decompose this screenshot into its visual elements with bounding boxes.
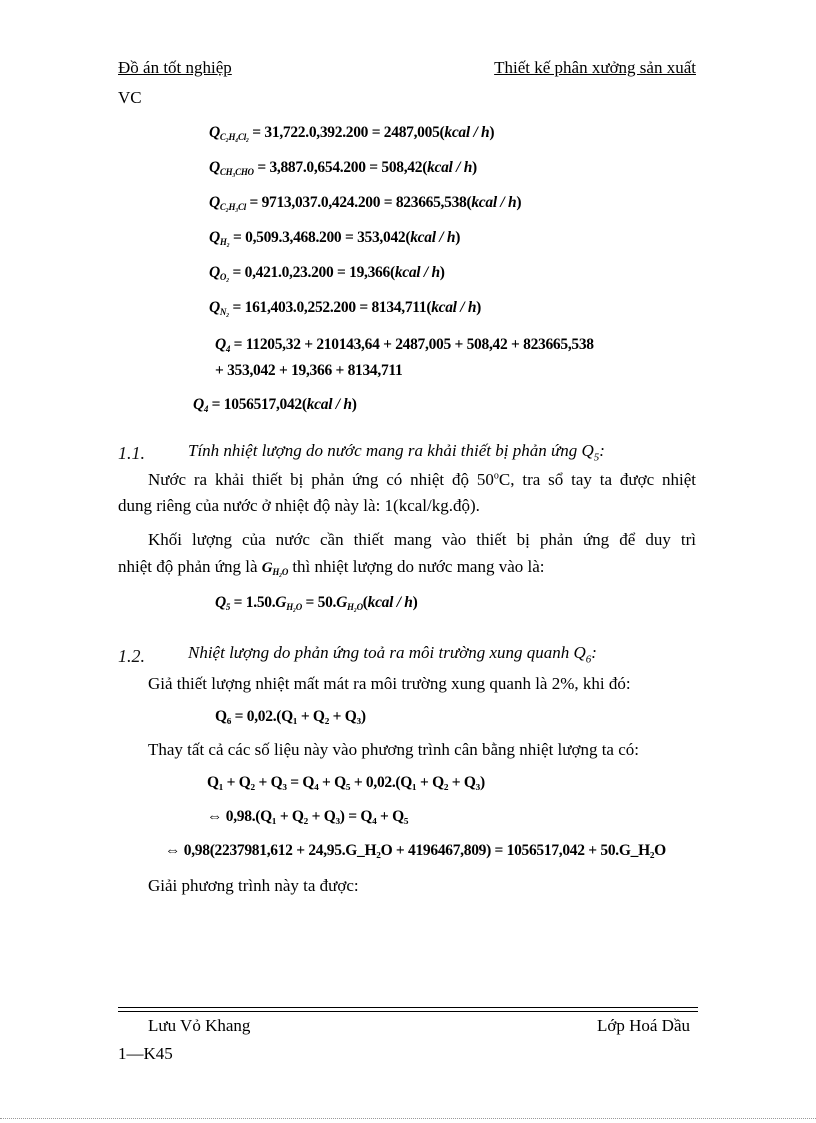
footer-class: Lớp Hoá Dầu — [596, 1016, 690, 1035]
section1-para1-line1: Nước ra khải thiết bị phản ứng có nhiệt độ 50$^o$C, tra sổ tay ta được nhiệt — [148, 470, 696, 489]
section-number-1-1: 1.1. — [118, 443, 145, 463]
q5-equation: $Q_5 = 1.50.G_{H_2O}$ = $50.G_{H_2O}(kcal / h)$ — [215, 594, 418, 612]
heat-equation-row: $Q_{N_2} = 161,403.0,252.200$ = 8134,711(kcal / h) — [209, 299, 482, 317]
section2-para2: Thay tất cả các số liệu này vào phương trình cân bằng nhiệt lượng ta có: — [148, 740, 639, 759]
heat-equation-row: $Q_{H_2} = 0,509.3,468.200$ = 353,042(kcal / h) — [209, 229, 461, 247]
q4-result: $Q_4$ = 1056517,042(kcal / h) — [193, 396, 357, 414]
q6-equation: Q₆ = 0,02.(Q₁ + Q₂ + Q₃) — [215, 708, 366, 725]
heat-equation-row: $Q_{O_2} = 0,421.0,23.200$ = 19,366(kcal / h) — [209, 264, 445, 282]
section2-para1: Giả thiết lượng nhiệt mất mát ra môi trường xung quanh là 2%, khi đó: — [148, 674, 631, 693]
section-title-1-1: Tính nhiệt lượng do nước mang ra khải thiết bị phản ứng $Q_5$: — [188, 441, 605, 464]
footer-rule-bottom — [118, 1011, 698, 1012]
continuation-text: VC — [118, 88, 142, 107]
q4-sum-line2: + 353,042 + 19,366 + 8134,711 — [215, 362, 403, 379]
page-edge-dotted — [0, 1118, 816, 1119]
header-left: Đồ án tốt nghiệp — [118, 58, 232, 77]
header-right: Thiết kế phân xưởng sản xuất — [494, 58, 696, 77]
section1-para2-line1: Khối lượng của nước cần thiết mang vào thiết bị phản ứng để duy trì — [148, 530, 696, 549]
section-title-1-2: Nhiệt lượng do phản ứng toả ra môi trường xung quanh $Q_6$: — [188, 643, 597, 666]
section1-para1-line2: dung riêng của nước ở nhiệt độ này là: 1(kcal/kg.độ). — [118, 496, 480, 515]
heat-equation-row: $Q_{CH_3CHO} = 3,887.0,654.200$ = 508,42(kcal / h) — [209, 159, 477, 177]
heat-equation-row: $Q_{C_2H_3Cl} = 9713,037.0,424.200$ = 823665,538(kcal / h) — [209, 194, 522, 212]
footer-author: Lưu Vỏ Khang — [148, 1016, 251, 1035]
section-number-1-2: 1.2. — [118, 646, 145, 666]
heat-equation-row: $Q_{C_2H_4Cl_2} = 31,722.0,392.200$ = 2487,005(kcal / h) — [209, 124, 495, 142]
balance-equation-simplified: ⇔ 0,98.(Q₁ + Q₂ + Q₃) = Q₄ + Q₅ — [207, 808, 409, 825]
q4-sum-line1: $Q_4 = 11205,32 + 210143,64 + 2487,005 + 508,42 + 823665,538$ — [215, 336, 594, 354]
balance-equation-numeric: ⇔ 0,98(2237981,612 + 24,95.G_H₂O + 4196467,809) = 1056517,042 + 50.G_H₂O — [165, 842, 666, 859]
balance-equation: Q₁ + Q₂ + Q₃ = Q₄ + Q₅ + 0,02.(Q₁ + Q₂ + Q₃) — [207, 774, 485, 791]
footer-rule-top — [118, 1007, 698, 1008]
section1-para2-line2: nhiệt độ phản ứng là $G_{H_2O}$ thì nhiệt lượng do nước mang vào là: — [118, 557, 545, 577]
section2-para3: Giải phương trình này ta được: — [148, 876, 359, 895]
footer-code: 1—K45 — [118, 1044, 173, 1063]
